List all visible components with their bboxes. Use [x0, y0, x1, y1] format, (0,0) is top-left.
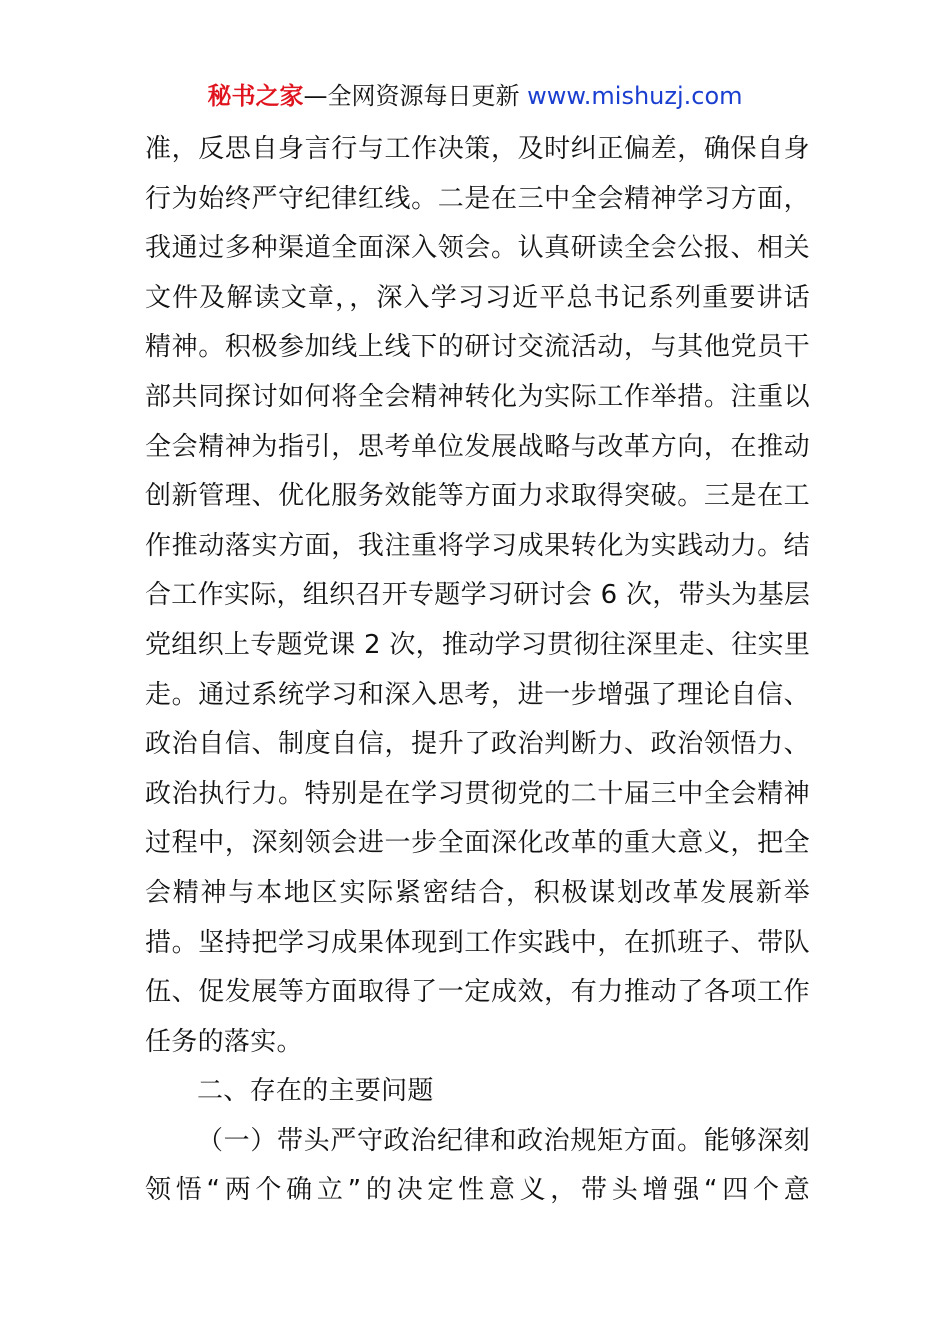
brand-name: 秘书之家	[207, 82, 304, 110]
body-line: 伍、促发展等方面取得了一定成效，有力推动了各项工作	[145, 977, 810, 1008]
body-line: 准，反思自身言行与工作决策，及时纠正偏差，确保自身	[145, 134, 810, 164]
body-line: 创新管理、优化服务效能等方面力求取得突破。三是在工	[145, 481, 810, 512]
document-body	[145, 125, 810, 1216]
body-line: 政治自信、制度自信，提升了政治判断力、政治领悟力、	[145, 729, 810, 760]
body-line: 过程中，深刻领会进一步全面深化改革的重大意义，把全	[145, 828, 810, 859]
body-line: 作推动落实方面，我注重将学习成果转化为实践动力。结	[145, 530, 810, 561]
body-line: 合工作实际，组织召开专题学习研讨会 6 次，带头为基层	[145, 580, 811, 611]
body-line-last: 任务的落实。	[145, 1026, 303, 1057]
body-line: 措。坚持把学习成果体现到工作实践中，在抓班子、带队	[145, 927, 810, 958]
body-line: 部共同探讨如何将全会精神转化为实际工作举措。注重以	[145, 381, 810, 412]
body-line: 政治执行力。特别是在学习贯彻党的二十届三中全会精神	[145, 778, 810, 809]
section-heading: 二、存在的主要问题	[197, 1076, 434, 1107]
body-line: 走。通过系统学习和深入思考，进一步增强了理论自信、	[145, 679, 810, 710]
body-line: 行为始终严守纪律红线。二是在三中全会精神学习方面，	[145, 183, 810, 214]
body-line: 我通过多种渠道全面深入领会。认真研读全会公报、相关	[145, 233, 810, 264]
site-url: www.mishuzj.com	[527, 82, 743, 110]
subsection-line: （一）带头严守政治纪律和政治规矩方面。能够深刻	[197, 1125, 810, 1156]
header-tagline: —全网资源每日更新	[303, 82, 528, 110]
subsection-line: 领悟“两个确立”的决定性意义，带头增强“四个意	[145, 1175, 810, 1206]
body-line: 党组织上专题党课 2 次，推动学习贯彻往深里走、往实里	[145, 629, 811, 660]
page-header	[0, 78, 950, 114]
body-line: 文件及解读文章，，深入学习习近平总书记系列重要讲话	[145, 282, 810, 313]
body-line: 会精神与本地区实际紧密结合，积极谋划改革发展新举	[145, 877, 810, 908]
body-line: 精神。积极参加线上线下的研讨交流活动，与其他党员干	[145, 332, 810, 363]
body-line: 全会精神为指引，思考单位发展战略与改革方向，在推动	[145, 431, 810, 462]
